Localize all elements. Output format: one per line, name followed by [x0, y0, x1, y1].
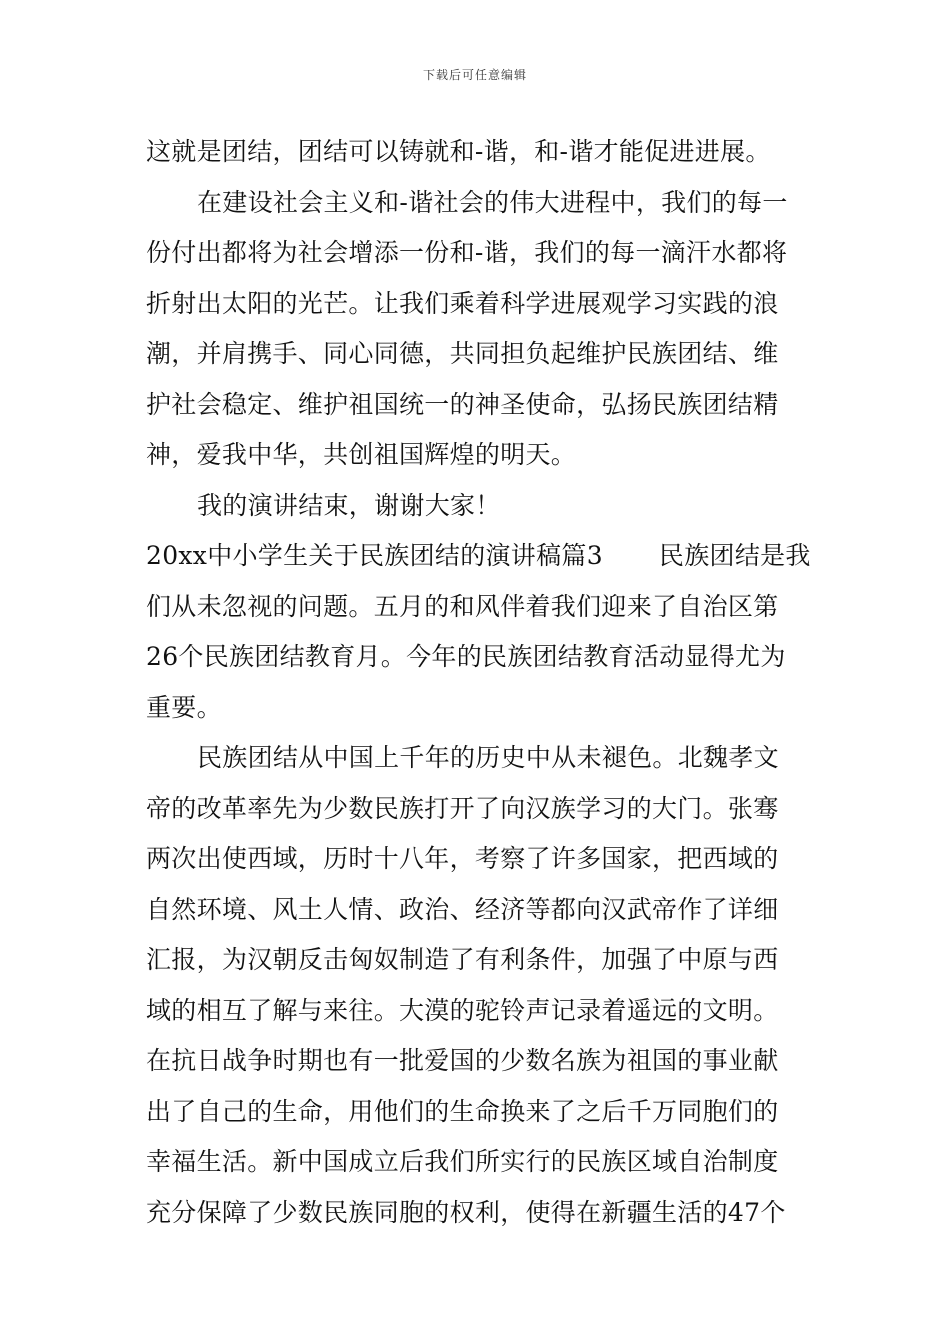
- text-line: 护社会稳定、维护祖国统一的神圣使命，弘扬民族团结精: [146, 389, 779, 419]
- section-continuation: 民族团结是我: [658, 541, 811, 570]
- paragraph: [146, 481, 810, 532]
- text-line: 两次出使西域，历时十八年，考察了许多国家，把西域的: [146, 844, 779, 873]
- text-line: 神，爱我中华，共创祖国辉煌的明天。: [146, 440, 577, 469]
- paragraph: [146, 178, 810, 481]
- text-line: 份付出都将为社会增添一份和-谐，我们的每一滴汗水都将: [146, 238, 788, 267]
- text-line: 民族团结从中国上千年的历史中从未褪色。北魏孝文: [197, 743, 779, 772]
- paragraph: [146, 127, 810, 178]
- body-text: [146, 127, 810, 1238]
- text-line: 域的相互了解与来往。大漠的驼铃声记录着遥远的文明。: [146, 995, 779, 1025]
- text-line: 潮，并肩携手、同心同德，共同担负起维护民族团结、维: [146, 339, 779, 368]
- text-line: 这就是团结，团结可以铸就和-谐，和-谐才能促进进展。: [146, 137, 771, 166]
- text-line: 自然环境、风土人情、政治、经济等都向汉武帝作了详细: [146, 894, 779, 924]
- text-line: 重要。: [146, 692, 222, 722]
- section-heading-line: [146, 531, 810, 582]
- paragraph: [146, 582, 810, 734]
- text-line: 在建设社会主义和-谐社会的伟大进程中，我们的每一: [197, 187, 788, 217]
- text-line: 们从未忽视的问题。五月的和风伴着我们迎来了自治区第: [146, 591, 779, 621]
- header-note: 下载后可任意编辑: [422, 68, 527, 82]
- text-line: 出了自己的生命，用他们的生命换来了之后千万同胞们的: [146, 1096, 779, 1126]
- text-line: 帝的改革率先为少数民族打开了向汉族学习的大门。张骞: [146, 793, 779, 823]
- paragraph: [146, 733, 810, 1238]
- text-line: 充分保障了少数民族同胞的权利，使得在新疆生活的47个: [146, 1197, 786, 1227]
- text-line: 26个民族团结教育月。今年的民族团结教育活动显得尤为: [146, 642, 786, 671]
- text-line: 幸福生活。新中国成立后我们所实行的民族区域自治制度: [146, 1147, 779, 1176]
- text-line: 在抗日战争时期也有一批爱国的少数名族为祖国的事业献: [146, 1046, 779, 1075]
- section-title: 20xx中小学生关于民族团结的演讲稿篇3: [146, 541, 603, 570]
- text-line: 汇报，为汉朝反击匈奴制造了有利条件，加强了中原与西: [146, 945, 779, 974]
- text-line: 折射出太阳的光芒。让我们乘着科学进展观学习实践的浪: [146, 288, 779, 318]
- text-line: 我的演讲结束，谢谢大家！: [197, 490, 501, 520]
